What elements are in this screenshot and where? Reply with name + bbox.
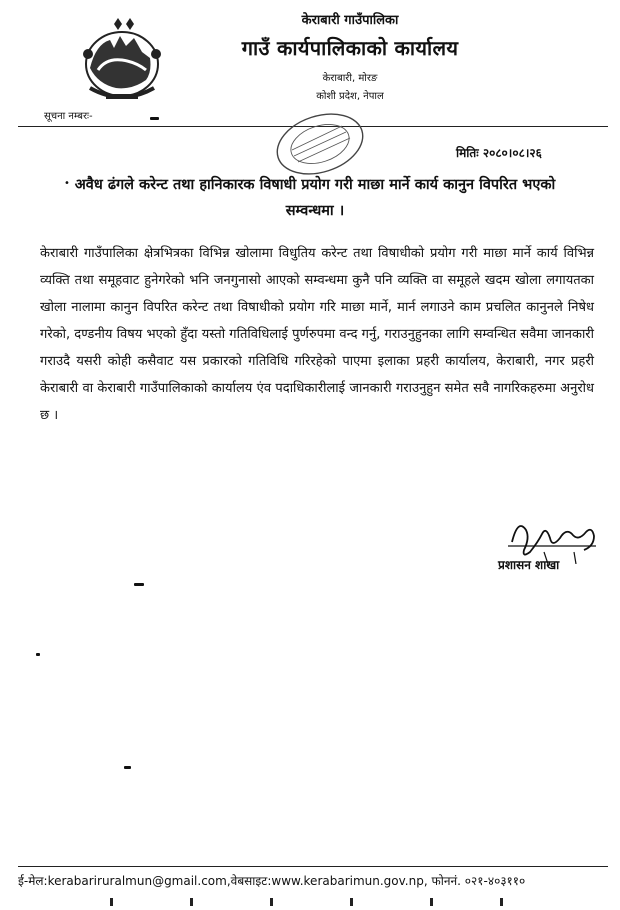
notice-date: मितिः २०८०।०८।२६ <box>456 146 542 160</box>
subject-bullet: • <box>64 178 70 189</box>
notice-subject: अवैध ढंगले करेन्ट तथा हानिकारक विषाधी प्रयोग गरी माछा मार्ने कार्य कानुन विपरित भएको सम्वन्धमा । <box>74 177 556 219</box>
footer-divider <box>18 866 608 867</box>
ink-speck <box>124 766 131 769</box>
signatory-department: प्रशासन शाखा <box>498 558 560 572</box>
ink-speck <box>134 583 144 586</box>
ink-speck <box>36 653 40 656</box>
office-place: केराबारी, मोरङ <box>322 73 378 84</box>
ink-speck <box>150 117 159 120</box>
office-title: गाउँ कार्यपालिकाको कार्यालय <box>241 36 459 60</box>
notice-body: केराबारी गाउँपालिका क्षेत्रभित्रका विभिन्न खोलामा विधुतिय करेन्ट तथा विषाधीको प्रयोग गरी माछा मार्ने कार्य विभिन्न व्यक्ति तथा समूहवाट हुनेगरेको भनि जनगुनासो आएको सम्वन्धमा कुनै पनि व्यक्ति वा समूहले खदम खोला लगायतका खोला नालामा कानुन विपरित करेन्ट तथा विषाधीको प्रयोग गरि माछा मार्ने, मार्न लगाउने काम प्रचलित कानुनले निषेध गरेको, दण्डनीय विषय भएको हुँदा यस्तो गतिविधिलाई पुर्णरुपमा वन्द गर्नु, गराउनुहुनका लागि सम्वन्धित सवैमा जानकारी गराउदै यसरी कोही कसैवाट यस प्रकारको गतिविधि गरिरहेको पाएमा इलाका प्रहरी कार्यालय, केराबारी, नगर प्रहरी केराबारी वा केराबारी गाउँपालिकाको कार्यालय एंव पदाधिकारीलाई जानकारी गराउनुहुन समेत सवै नागरिकहरुमा अनुरोध छ । <box>40 246 594 423</box>
office-province: कोशी प्रदेश, नेपाल <box>316 91 384 102</box>
municipality-name: केराबारी गाउँपालिका <box>301 13 399 28</box>
contact-footer: ई-मेल:kerabariruralmun@gmail.com,वेबसाइट:www.kerabarimun.gov.np, फोननं. ०२१-४०३११० <box>18 874 526 888</box>
cut-off-text-line <box>100 896 520 906</box>
reference-number-label: सूचना नम्बरः- <box>44 111 93 122</box>
office-round-stamp-icon <box>268 110 372 178</box>
